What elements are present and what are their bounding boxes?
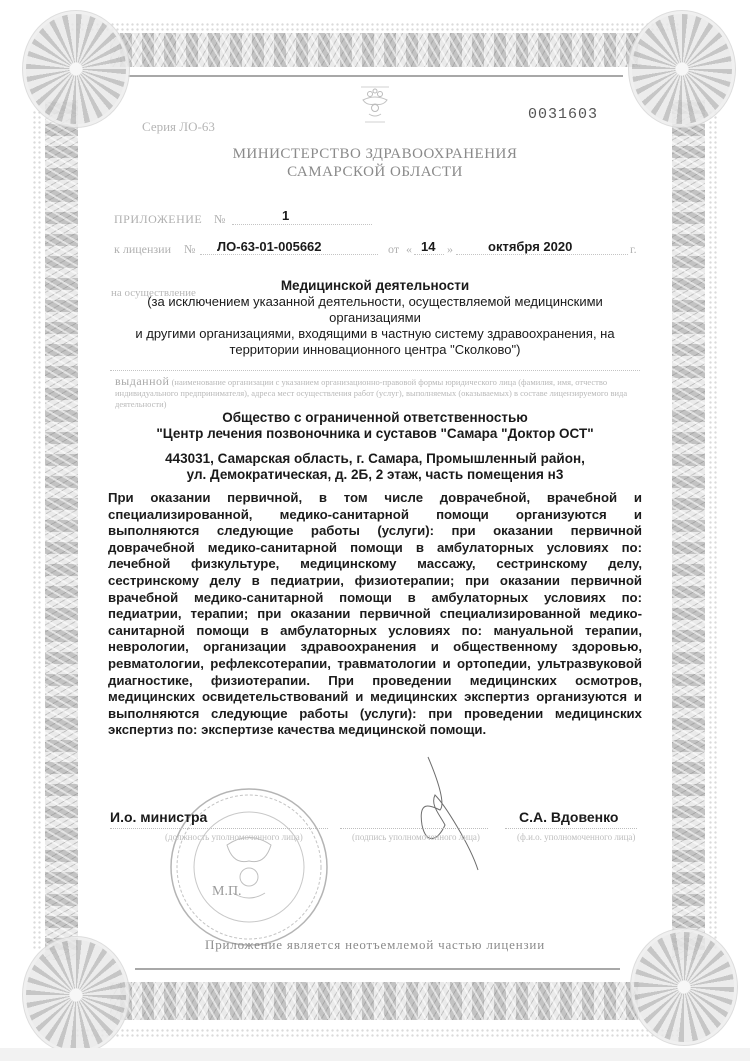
ministry-name-line1: МИНИСТЕРСТВО ЗДРАВООХРАНЕНИЯ [232,146,518,162]
frame-band-left [45,100,78,960]
license-number-underline [200,254,378,255]
ministry-name-line2: САМАРСКОЙ ОБЛАСТИ [287,164,463,180]
name-line [505,828,637,829]
month-underline [456,254,628,255]
frame-band-bottom [110,982,640,1020]
date-prefix: от [388,242,400,256]
page-bottom-margin [0,1048,750,1061]
activity-caption: на осуществление [111,287,196,299]
frame-line-bottom [135,968,620,970]
organization-line2: "Центр лечения позвоночника и суставов "Самара "Доктор ОСТ" [156,426,594,441]
series-label: Серия ЛО-63 [142,119,215,134]
frame-lace-left [32,110,42,950]
appendix-number: 1 [282,208,290,223]
address-line1: 443031, Самарская область, г. Самара, Промышленный район, [165,451,585,466]
year-suffix: г. [630,242,637,256]
license-label: к лицензии [114,242,171,256]
issued-to-caption: (наименование организации с указанием организационно-правовой формы юридического лица (фамилия, имя, отчество индивидуального предпринимателя), адреса мест осуществления работ (услуг), выполняемых (оказываемых) в составе лицензируемого вида деятельности) [115,377,628,409]
activity-description-line: территории инновационного центра "Сколково") [229,342,521,357]
activity-title: Медицинской деятельности [280,278,470,293]
issued-to-caption-block [115,376,640,410]
signatory-position: И.о. министра [110,809,208,825]
corner-rosette-top-right [632,14,732,124]
signature-line [340,828,488,829]
frame-lace-top [70,22,680,32]
appendix-number-sign: № [214,212,226,226]
licensed-services-text: При оказании первичной, в том числе доврачебной, врачебной и специализированной, медико-санитарной помощи организуются и выполняются следующие работы (услуги): при оказании первичной доврачебной медико-санитарной помощи в амбулаторных условиях по: лечебной физкультуре, медицинскому массажу, сестринскому делу, сестринскому делу в педиатрии, физиотерапии; при оказании первичной врачебной медико-санитарной помощи в амбулаторных условиях по: педиатрии, терапии; при оказании первичной специализированной медико-санитарной помощи в амбулаторных условиях по: мануальной терапии, неврологии, организации здравоохранения и общественному здоровью, ревматологии, рефлексотерапии, травматологии и ортопедии, ультразвуковой диагностике, физиотерапии. При проведении медицинских осмотров, медицинских освидетельствований и медицинских экспертиз организуются и выполняются следующие работы (услуги): при проведении медицинских экспертиз по: экспертизе качества медицинской помощи. [108,490,642,738]
date-quote-close: » [447,242,453,256]
activity-description-line: и другими организациями, входящими в частную систему здравоохранения, на [135,326,615,341]
signature-caption: (подпись уполномоченного лица) [352,832,480,842]
russian-coat-of-arms-icon [355,84,395,124]
frame-band-right [672,100,705,960]
day-underline [414,254,444,255]
organization-name [100,410,650,442]
activity-description-line: (за исключением указанной деятельности, осуществляемой медицинскими организациями [147,294,603,325]
frame-lace-bottom [70,1028,680,1038]
issued-to-label: выданной [115,374,170,388]
position-line [110,828,328,829]
appendix-label: ПРИЛОЖЕНИЕ [114,212,203,226]
license-day: 14 [421,239,436,254]
seal-mark: М.П. [212,884,242,899]
position-caption: (должность уполномоченного лица) [165,832,303,842]
license-number-sign: № [184,242,196,256]
organization-address [100,451,650,483]
corner-rosette-top-left [26,14,126,124]
address-line2: ул. Демократическая, д. 2Б, 2 этаж, часть помещения н3 [186,467,564,482]
license-month-year: октября 2020 [488,239,573,254]
activity-description [100,294,650,358]
signatory-name: С.А. Вдовенко [519,809,619,825]
frame-lace-right [708,110,718,950]
organization-line1: Общество с ограниченной ответственностью [222,410,528,425]
frame-line-top [128,75,623,77]
footer-note: Приложение является неотъемлемой частью лицензии [205,937,545,952]
appendix-number-underline [232,224,372,225]
form-serial-number: 0031603 [528,106,599,123]
frame-band-top [110,33,640,67]
corner-rosette-bottom-left [26,940,126,1050]
license-number: ЛО-63-01-005662 [217,239,322,254]
handwritten-signature [400,745,500,875]
date-quote-open: « [406,242,412,256]
name-caption: (ф.и.о. уполномоченного лица) [517,832,636,842]
issued-underline [110,370,640,371]
